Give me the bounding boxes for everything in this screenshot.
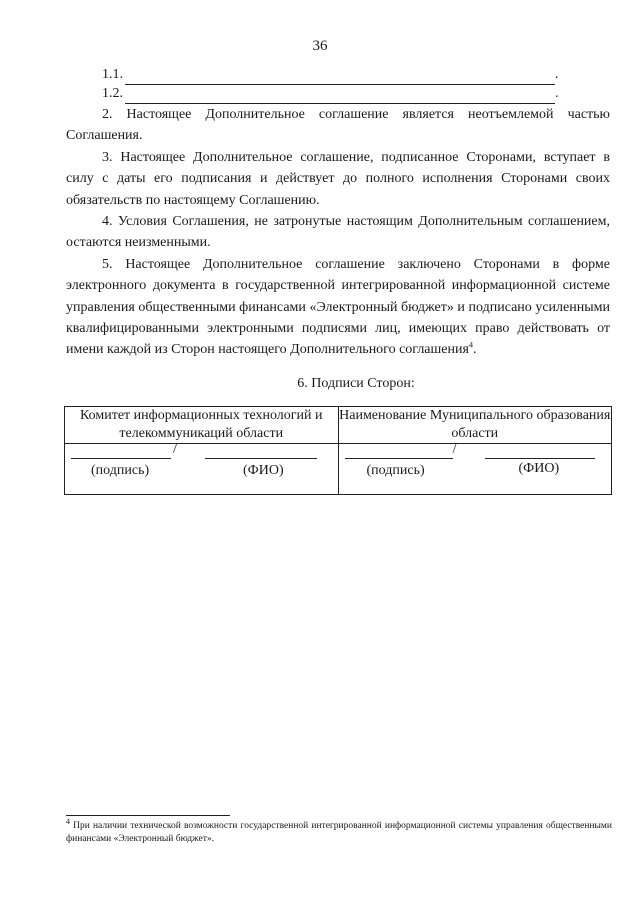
signature-caption: (подпись) [366, 463, 425, 479]
list-item-end: . [555, 66, 559, 82]
slash: / [452, 442, 457, 458]
signature-caption: (подпись) [91, 463, 150, 479]
blank-line [125, 89, 555, 104]
list-item-label: 1.2. [102, 85, 123, 101]
list-item-label: 1.1. [102, 66, 123, 82]
fio-line [485, 458, 595, 459]
blank-line [125, 70, 555, 85]
section-title: 6. Подписи Сторон: [297, 375, 415, 391]
signatures-table [64, 406, 612, 495]
paragraph-5-end: . [472, 342, 477, 358]
document-body [66, 66, 610, 495]
fio-caption: (ФИО) [243, 463, 284, 479]
slash: / [173, 442, 177, 458]
footnote-ref: 4 [468, 340, 473, 350]
fio-caption: (ФИО) [518, 461, 560, 477]
party-right-signature [338, 444, 612, 495]
footnote [66, 816, 612, 846]
list-item-1-2 [66, 85, 610, 104]
list-item-1-1 [66, 66, 610, 85]
footnote-mark: 4 [66, 816, 70, 826]
fio-line [205, 458, 317, 459]
signature-line [71, 458, 171, 459]
page-number: 36 [312, 38, 328, 54]
paragraph-4: 4. Условия Соглашения, не затронутые настоящим Дополнительным соглашением, остаются неизменными. [66, 214, 610, 251]
party-right-name: Наименование Муниципального образования области [338, 407, 612, 444]
party-left-name: Комитет информационных технологий и телекоммуникаций области [65, 407, 339, 444]
paragraph-5-text: 5. Настоящее Дополнительное соглашение заключено Сторонами в форме электронного документа в государственной интегрированной информационной системе управления общественными финансами «Электронный бюджет» и подписано усиленными квалифицированными электронными подписями лиц, имеющих право действовать от имени каждой из Сторон настоящего Дополнительного соглашения [66, 256, 610, 358]
paragraph-2: 2. Настоящее Дополнительное соглашение является неотъемлемой частью Соглашения. [66, 107, 610, 144]
signature-line [345, 458, 453, 459]
paragraph-3: 3. Настоящее Дополнительное соглашение, подписанное Сторонами, вступает в силу с даты его подписания и действует до полного исполнения Сторонами своих обязательств по настоящему Соглашению. [66, 149, 610, 208]
footnote-separator [66, 815, 230, 816]
party-left-signature [65, 444, 339, 495]
list-item-end: . [555, 85, 559, 101]
paragraph-5 [66, 254, 610, 361]
footnote-text: При наличии технической возможности государственной интегрированной информационной системы управления общественными финансами «Электронный бюджет». [66, 821, 612, 844]
